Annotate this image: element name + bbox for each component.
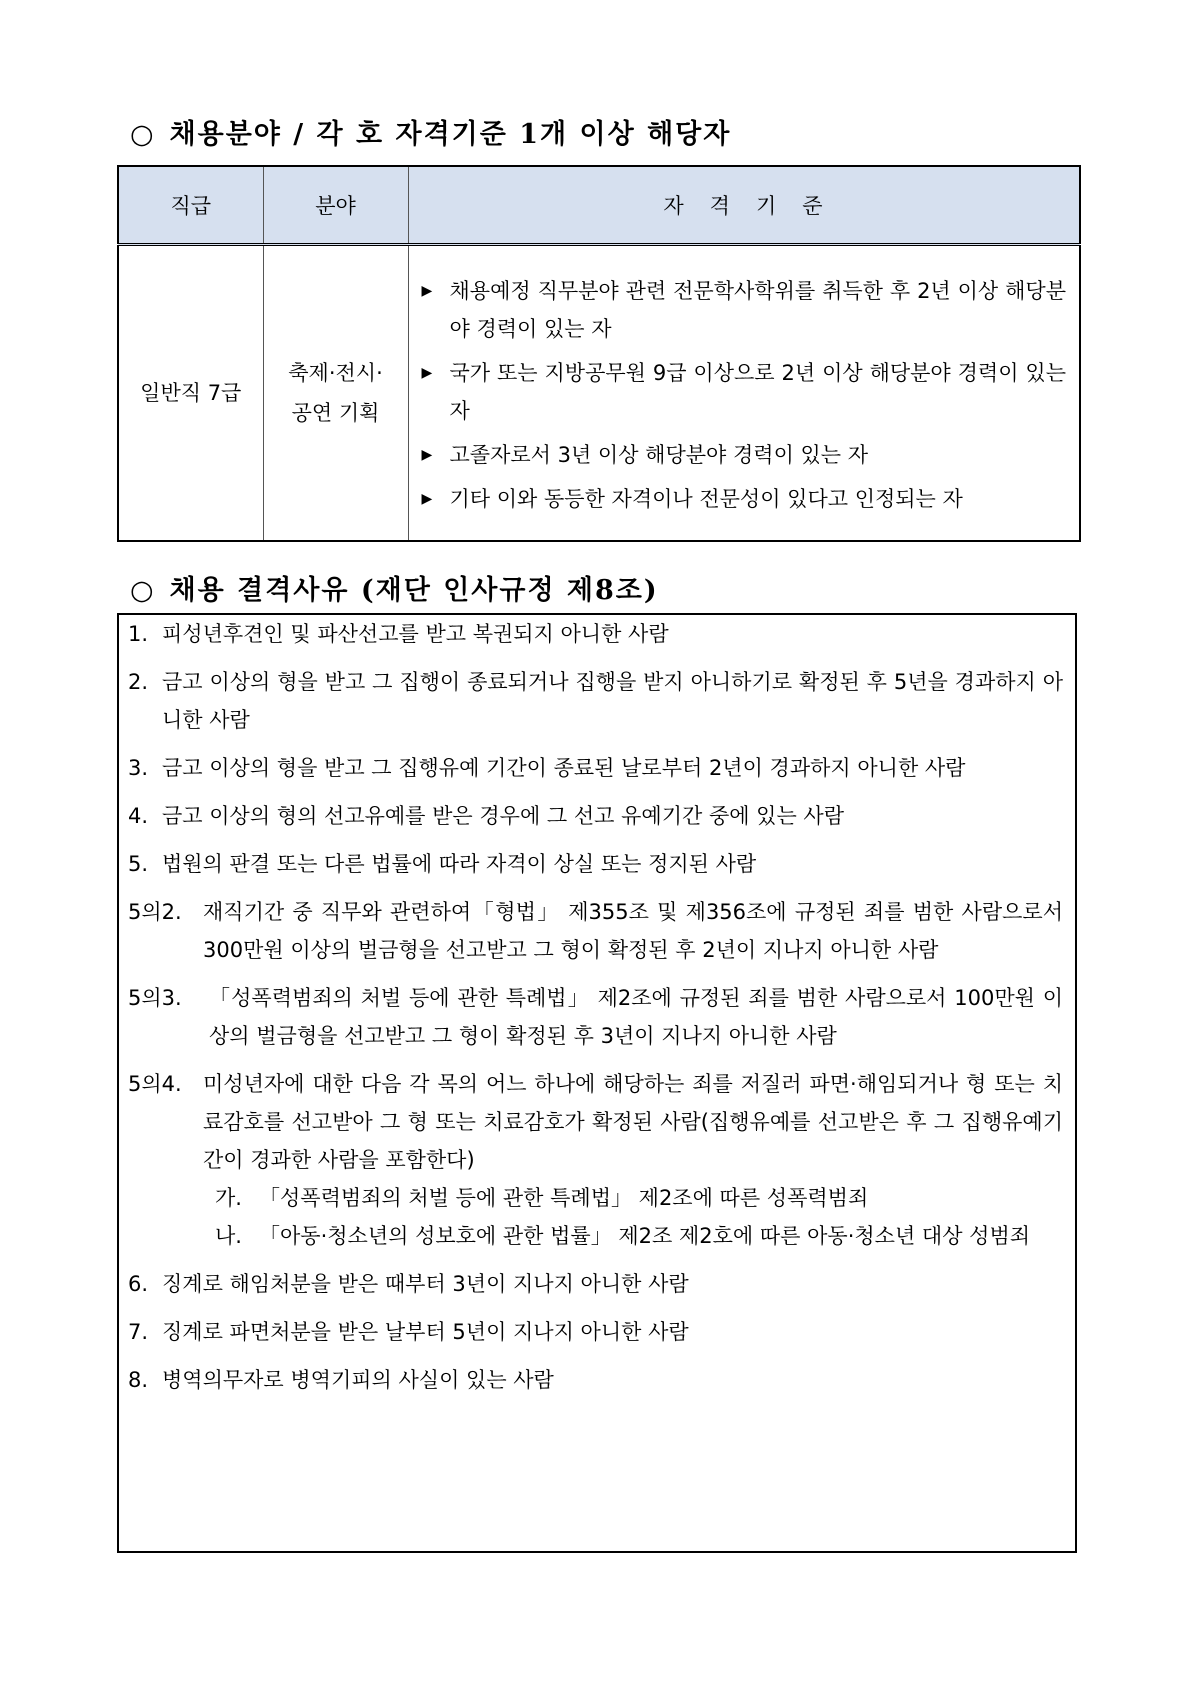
list-item: [128, 615, 1063, 653]
item-text: 금고 이상의 형을 받고 그 집행이 종료되거나 집행을 받지 아니하기로 확정된 후 5년을 경과하지 아니한 사람: [162, 670, 1063, 732]
field-line: 축제·전시·: [288, 360, 383, 385]
item-number: 5의4.: [128, 1072, 182, 1096]
item-number: 8.: [128, 1368, 149, 1392]
list-item: [128, 749, 1063, 787]
item-text: 징계로 해임처분을 받은 때부터 3년이 지나지 아니한 사람: [162, 1272, 689, 1296]
list-item: [128, 979, 1063, 1055]
list-item: [128, 1065, 1063, 1179]
sub-item: [128, 1179, 1063, 1217]
sub-item-text: 「아동·청소년의 성보호에 관한 법률」 제2조 제2호에 따른 아동·청소년 대상 성범죄: [259, 1224, 1031, 1248]
item-number: 3.: [128, 756, 149, 780]
item-number: 4.: [128, 804, 149, 828]
item-number: 5의2.: [128, 900, 182, 924]
item-number: 5.: [128, 852, 149, 876]
triangle-bullet-icon: ▶: [421, 282, 433, 299]
criteria-cell: [408, 245, 1080, 541]
section-heading-disqualifications: [130, 568, 659, 607]
list-item: [128, 1265, 1063, 1303]
list-item: [128, 1361, 1063, 1399]
table-header-row: [118, 166, 1080, 245]
triangle-bullet-icon: ▶: [421, 364, 433, 381]
item-text: 법원의 판결 또는 다른 법률에 따라 자격이 상실 또는 정지된 사람: [162, 852, 757, 876]
header-criteria: 자 격 기 준: [408, 166, 1080, 245]
sub-item-text: 「성폭력범죄의 처벌 등에 관한 특례법」 제2조에 따른 성폭력범죄: [259, 1186, 869, 1210]
criteria-item: [422, 272, 1067, 348]
field-line: 공연 기획: [291, 400, 380, 425]
criteria-item: [422, 354, 1067, 430]
sub-item: [128, 1217, 1063, 1255]
list-item: [128, 797, 1063, 835]
qualification-table: [117, 165, 1081, 542]
list-item: [128, 893, 1063, 969]
item-number: 5의3.: [128, 986, 182, 1010]
item-text: 금고 이상의 형을 받고 그 집행유예 기간이 종료된 날로부터 2년이 경과하지 아니한 사람: [162, 756, 966, 780]
circle-bullet-icon: ○: [130, 575, 156, 606]
item-text: 징계로 파면처분을 받은 날부터 5년이 지나지 아니한 사람: [162, 1320, 689, 1344]
circle-bullet-icon: ○: [130, 119, 156, 150]
field-cell: [263, 245, 408, 541]
criteria-item: [422, 480, 1067, 518]
item-text: 미성년자에 대한 다음 각 목의 어느 하나에 해당하는 죄를 저질러 파면·해임되거나 형 또는 치료감호를 선고받아 그 형 또는 치료감호가 확정된 사람(집행유예를 선고받은 후 그 집행유예기간이 경과한 사람을 포함한다): [203, 1072, 1063, 1172]
criteria-text: 국가 또는 지방공무원 9급 이상으로 2년 이상 해당분야 경력이 있는 자: [449, 360, 1066, 423]
item-number: 7.: [128, 1320, 149, 1344]
header-rank: 직급: [118, 166, 263, 245]
sub-item-number: 가.: [215, 1186, 242, 1210]
item-text: 「성폭력범죄의 처벌 등에 관한 특례법」 제2조에 규정된 죄를 범한 사람으로서 100만원 이상의 벌금형을 선고받고 그 형이 확정된 후 3년이 지나지 아니한 사람: [209, 986, 1063, 1048]
item-number: 2.: [128, 670, 149, 694]
section-heading-qualifications: [130, 112, 731, 151]
item-text: 재직기간 중 직무와 관련하여「형법」 제355조 및 제356조에 규정된 죄를 범한 사람으로서 300만원 이상의 벌금형을 선고받고 그 형이 확정된 후 2년이 지나지 아니한 사람: [203, 900, 1063, 962]
triangle-bullet-icon: ▶: [421, 446, 433, 463]
list-item: [128, 1313, 1063, 1351]
criteria-text: 기타 이와 동등한 자격이나 전문성이 있다고 인정되는 자: [449, 486, 963, 511]
item-number: 6.: [128, 1272, 149, 1296]
item-text: 금고 이상의 형의 선고유예를 받은 경우에 그 선고 유예기간 중에 있는 사람: [162, 804, 845, 828]
list-item: [128, 663, 1063, 739]
item-text: 피성년후견인 및 파산선고를 받고 복권되지 아니한 사람: [162, 622, 669, 646]
criteria-text: 채용예정 직무분야 관련 전문학사학위를 취득한 후 2년 이상 해당분야 경력이 있는 자: [449, 278, 1066, 341]
header-field: 분야: [263, 166, 408, 245]
item-text: 병역의무자로 병역기피의 사실이 있는 사람: [162, 1368, 554, 1392]
section-title-text: 채용분야 / 각 호 자격기준 1개 이상 해당자: [169, 119, 732, 150]
triangle-bullet-icon: ▶: [421, 490, 433, 507]
criteria-item: [422, 436, 1067, 474]
list-item: [128, 845, 1063, 883]
sub-item-number: 나.: [215, 1224, 242, 1248]
rank-cell: 일반직 7급: [118, 245, 263, 541]
disqualification-box: [117, 613, 1077, 1553]
table-row: [118, 245, 1080, 541]
criteria-list: [410, 254, 1079, 532]
criteria-text: 고졸자로서 3년 이상 해당분야 경력이 있는 자: [449, 442, 869, 467]
section-title-text: 채용 결격사유 (재단 인사규정 제8조): [169, 575, 659, 606]
item-number: 1.: [128, 622, 149, 646]
